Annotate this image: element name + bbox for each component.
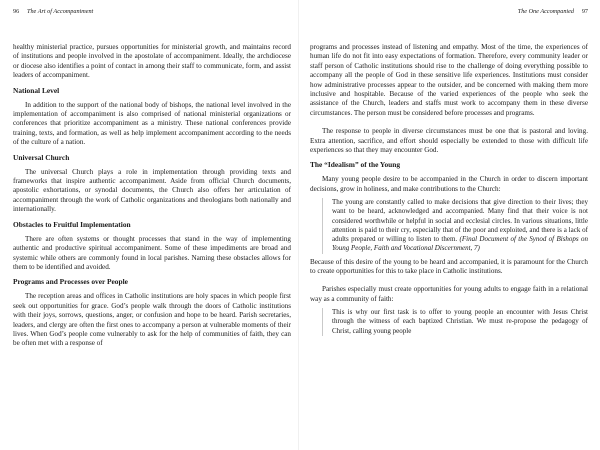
page-number: 97 bbox=[581, 8, 588, 15]
paragraph: healthy ministerial practice, pursues opportunities for ministerial growth, and maintains record of institutions and people involved in the apostolate of accompaniment. Ideally, the archdiocese or diocese also identifies a point of contact in among their staff to communicate, form, and assist leaders of accompaniment. bbox=[13, 43, 291, 80]
quote-text: The young are constantly called to make decisions that give direction to their lives; they want to be heard, acknowledged and accompanied. Many find that their voice is not considered worthwhile or helpful in social and ecclesial circles. In various situations, little attention is paid to their cry, especially that of the poor and exploited, and there is a lack of adults prepared or willing to listen to them. bbox=[332, 198, 588, 244]
section-heading: Universal Church bbox=[13, 152, 70, 162]
paragraph: The reception areas and offices in Catholic institutions are holy spaces in which people first seek out opportunities for grace. God’s people walk through the doors of Catholic institutions with their joys, sorrows, questions, anger, or confusion and hope to be heard. Parish secretaries, leaders, and clergy are often the first ones to accompany a person at vulnerable moments of their lives. When God’s people come vulnerably to ask for the help of communities of faith, they can be often met with a response of bbox=[13, 292, 291, 348]
paragraph: There are often systems or thought processes that stand in the way of implementing authentic and productive spiritual accompaniment. Some of these impediments are broad and systemic while others are commonly found in local parishes. Naming these obstacles allows for them to be identified and avoided. bbox=[13, 234, 291, 271]
running-head-title: The Art of Accompaniment bbox=[27, 8, 94, 15]
block-quote bbox=[322, 308, 588, 336]
paragraph: programs and processes instead of listening and empathy. Most of the time, the experiences of human life do not fit into easy expectations of formation. Therefore, every community leader or staff person of Catholic institutions should rise to the challenge of doing everything possible to accompany all the people of God in these sensitive life experiences. Institutions must consider how administrative processes appear to the outsider, and be concerned with making them more inclusive and hospitable. Because of the varied experiences of the people who seek the assistance of the Church, leaders and staffs must work to accompany them in these diverse circumstances. The person must be considered before processes and programs. bbox=[310, 43, 588, 117]
paragraph: The response to people in diverse circumstances must be one that is pastoral and loving. Extra attention, sacrifice, and effort should especially be extended to those with difficult life experiences so that they may encounter God. bbox=[310, 127, 588, 155]
left-page bbox=[13, 0, 291, 450]
left-running-head bbox=[13, 6, 291, 18]
paragraph: Because of this desire of the young to be heard and accompanied, it is paramount for the Church to create opportunities for this to take place in Catholic institutions. bbox=[310, 257, 588, 275]
running-head-title: The One Accompanied bbox=[517, 8, 574, 15]
right-running-head bbox=[310, 6, 588, 18]
paragraph-gap bbox=[310, 276, 588, 285]
quote-text: This is why our first task is to offer to young people an encounter with Jesus Christ through the witness of each baptized Christian. We must re-propose the pedagogy of Christ, calling young people bbox=[332, 308, 588, 335]
right-page bbox=[310, 0, 588, 450]
paragraph-gap bbox=[310, 118, 588, 127]
page-number: 96 bbox=[13, 8, 20, 15]
paragraph: In addition to the support of the national body of bishops, the national level involved in the implementation of accompaniment is also comprised of national ministerial organizations or conferences that prioritize accompaniment as a ministry. These national conferences provide training, texts, and formation, as well as help implement accompaniment according to the needs of the culture of a nation. bbox=[13, 100, 291, 147]
paragraph: Parishes especially must create opportunities for young adults to engage faith in a relational way as a community of faith: bbox=[310, 285, 588, 303]
right-page-body bbox=[310, 43, 588, 340]
gutter bbox=[298, 0, 299, 450]
paragraph: Many young people desire to be accompanied in the Church in order to discern important decisions, grow in holiness, and make contributions to the Church: bbox=[310, 175, 588, 193]
section-heading: National Level bbox=[13, 85, 60, 95]
block-quote bbox=[322, 198, 588, 253]
section-heading: Programs and Processes over People bbox=[13, 277, 128, 287]
left-page-body bbox=[13, 43, 291, 349]
paragraph: The universal Church plays a role in implementation through providing texts and frameworks that inspire authentic accompaniment. Aside from official Church documents, apostolic exhortations, or synodal documents, the Church also offers her articulation of accompaniment through the work of Catholic organizations and theologians both nationally and internationally. bbox=[13, 167, 291, 214]
section-heading: Obstacles to Fruitful Implementation bbox=[13, 219, 131, 229]
quote-citation: (Final Document of the Synod of Bishops on Young People, Faith and Vocational Discernment, 7) bbox=[332, 235, 589, 253]
section-heading: The “Idealism” of the Young bbox=[310, 160, 401, 170]
